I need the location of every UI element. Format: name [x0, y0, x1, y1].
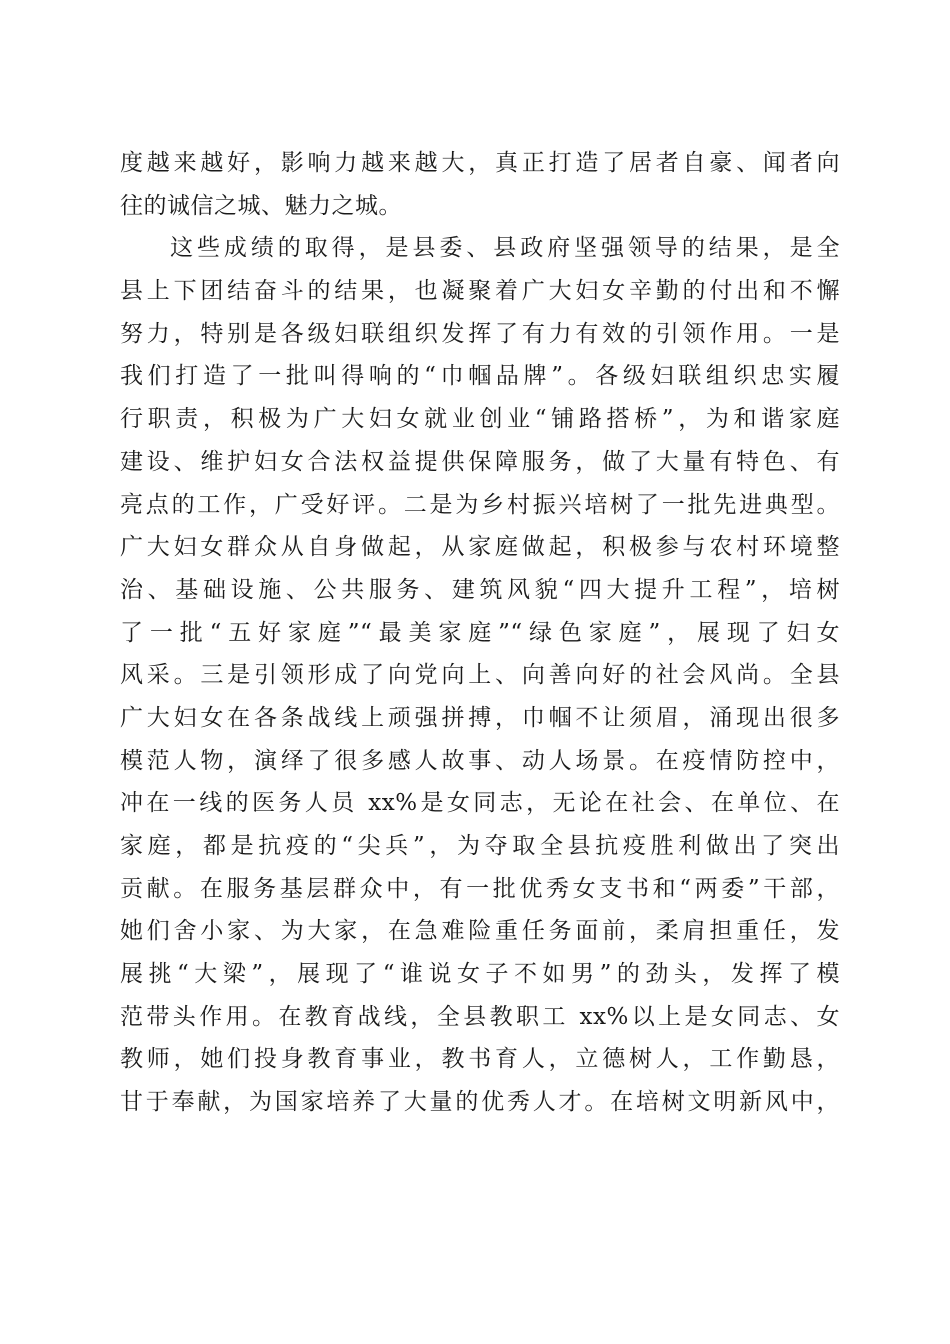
text-line-21: 范带头作用。在教育战线，全县教职工 xx%以上是女同志、女: [120, 1003, 840, 1030]
text-line-16: 冲在一线的医务人员 xx%是女同志，无论在社会、在单位、在: [120, 790, 840, 817]
text-line-5: 努力，特别是各级妇联组织发挥了有力有效的引领作用。一是: [120, 320, 840, 347]
text-line-6: 我们打造了一批叫得响的“巾帼品牌”。各级妇联组织忠实履: [120, 363, 840, 390]
text-line-22: 教师，她们投身教育事业，教书育人，立德树人，工作勤恳，: [120, 1046, 840, 1073]
text-line-2: 往的诚信之城、魅力之城。: [120, 192, 402, 219]
text-line-9: 亮点的工作，广受好评。二是为乡村振兴培树了一批先进典型。: [120, 491, 840, 518]
text-line-12: 了一批“五好家庭”“最美家庭”“绿色家庭”，展现了妇女: [120, 619, 840, 646]
text-line-10: 广大妇女群众从自身做起，从家庭做起，积极参与农村环境整: [120, 534, 840, 561]
text-line-23: 甘于奉献，为国家培养了大量的优秀人才。在培树文明新风中，: [120, 1089, 840, 1116]
text-line-7: 行职责，积极为广大妇女就业创业“铺路搭桥”，为和谐家庭: [120, 406, 840, 433]
text-line-17: 家庭，都是抗疫的“尖兵”，为夺取全县抗疫胜利做出了突出: [120, 833, 840, 859]
text-line-13: 风采。三是引领形成了向党向上、向善向好的社会风尚。全县: [120, 662, 840, 689]
text-line-18: 贡献。在服务基层群众中，有一批优秀女支书和“两委”干部，: [120, 875, 840, 902]
body-text: [120, 142, 840, 1124]
text-line-8: 建设、维护妇女合法权益提供保障服务，做了大量有特色、有: [120, 448, 840, 475]
text-line-11: 治、基础设施、公共服务、建筑风貌“四大提升工程”，培树: [120, 576, 840, 603]
text-line-20: 展挑“大梁”，展现了“谁说女子不如男”的劲头，发挥了模: [120, 961, 840, 988]
text-line-15: 模范人物，演绎了很多感人故事、动人场景。在疫情防控中，: [120, 747, 840, 774]
text-line-3: 这些成绩的取得，是县委、县政府坚强领导的结果，是全: [170, 235, 840, 262]
text-line-1: 度越来越好，影响力越来越大，真正打造了居者自豪、闻者向: [120, 150, 840, 176]
text-line-19: 她们舍小家、为大家，在急难险重任务面前，柔肩担重任，发: [120, 918, 840, 945]
text-line-14: 广大妇女在各条战线上顽强拼搏，巾帼不让须眉，涌现出很多: [120, 704, 840, 731]
text-line-4: 县上下团结奋斗的结果，也凝聚着广大妇女辛勤的付出和不懈: [120, 278, 840, 305]
